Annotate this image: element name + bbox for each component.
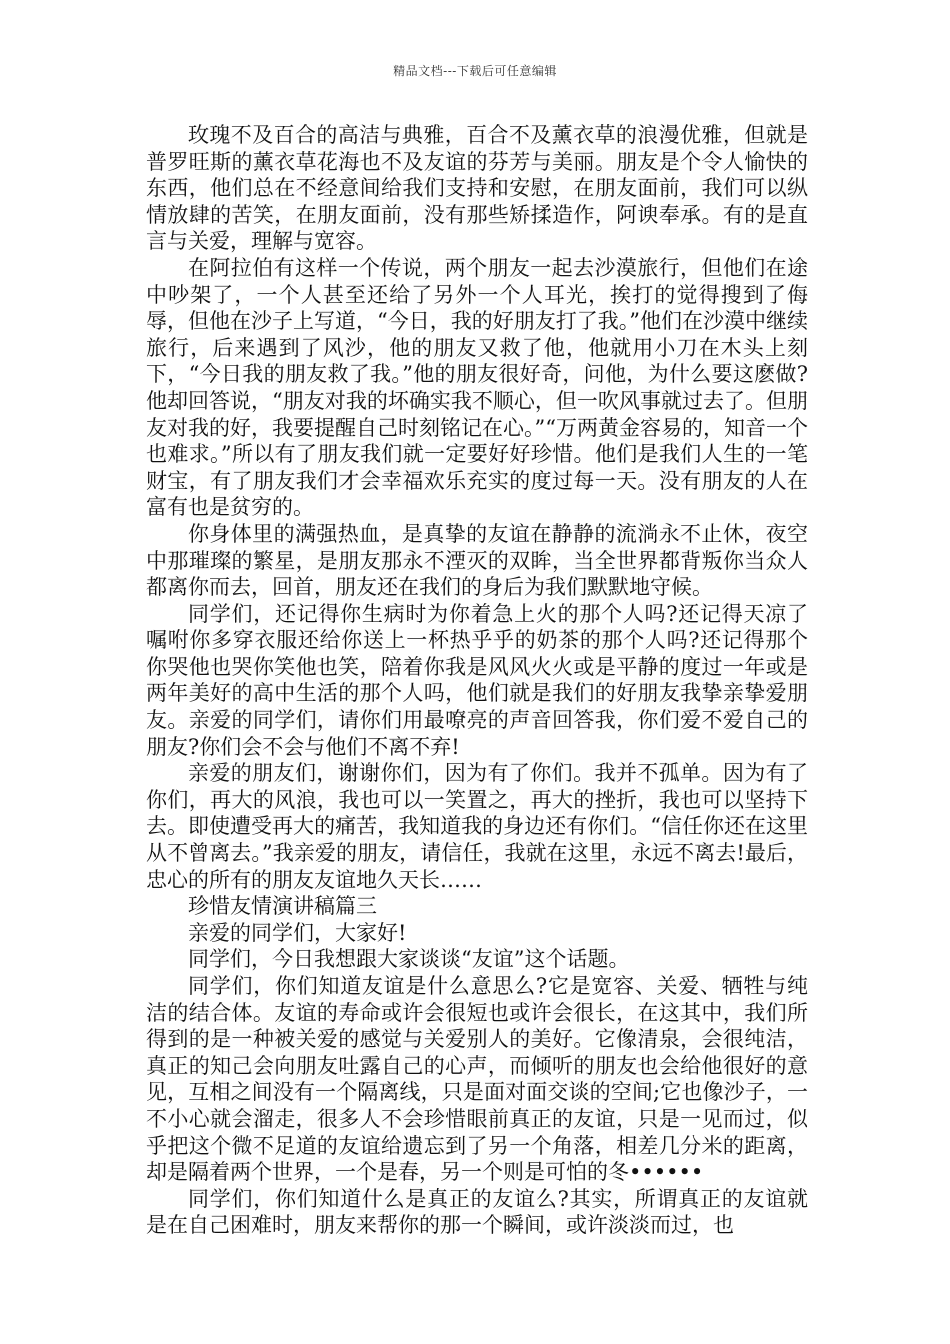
paragraph-5: 亲爱的朋友们，谢谢你们，因为有了你们。我并不孤单。因为有了你们，再大的风浪，我也可以一笑置之，再大的挫折，我也可以坚持下去。即使遭受再大的痛苦，我知道我的身边还有你们。“信任你还在这里从不曾离去。”我亲爱的朋友，请信任，我就在这里，永远不离去!最后，忠心的所有的朋友友谊地久天长……: [146, 761, 808, 892]
section-title: 珍惜友情演讲稿篇三: [188, 894, 377, 919]
paragraph-4: 同学们，还记得你生病时为你着急上火的那个人吗?还记得天凉了嘱咐你多穿衣服还给你送上一杯热乎乎的奶茶的那个人吗?还记得那个你哭他也哭你笑他也笑，陪着你我是风风火火或是平静的度过一年或是两年美好的高中生活的那个人吗，他们就是我们的好朋友我挚亲挚爱朋友。亲爱的同学们，请你们用最嘹亮的声音回答我，你们爱不爱自己的朋友?你们会不会与他们不离不弃!: [146, 601, 808, 759]
paragraph-2: 在阿拉伯有这样一个传说，两个朋友一起去沙漠旅行，但他们在途中吵架了，一个人甚至还给了另外一个人耳光，挨打的觉得搜到了侮辱，但他在沙子上写道，“今日，我的好朋友打了我。”他们在沙漠中继续旅行，后来遇到了风沙，他的朋友又救了他，他就用小刀在木头上刻下，“今日我的朋友救了我。”他的朋友很好奇，问他，为什么要这麽做?他却回答说，“朋友对我的坏确实我不顺心，但一吹风事就过去了。但朋友对我的好，我要提醒自己时刻铭记在心。”“万两黄金容易的，知音一个也难求。”所以有了朋友我们就一定要好好珍惜。他们是我们人生的一笔财宝，有了朋友我们才会幸福欢乐充实的度过每一天。没有朋友的人在富有也是贫穷的。: [146, 255, 808, 520]
paragraph-8: 同学们，今日我想跟大家谈谈“友谊”这个话题。: [188, 947, 630, 972]
greeting: 亲爱的同学们，大家好!: [188, 920, 407, 945]
paragraph-3: 你身体里的满强热血，是真挚的友谊在静静的流淌永不止休，夜空中那璀璨的繁星，是朋友那永不湮灭的双眸，当全世界都背叛你当众人都离你而去，回首，朋友还在我们的身后为我们默默地守候。: [146, 521, 808, 600]
paragraph-1: 玫瑰不及百合的高洁与典雅，百合不及薰衣草的浪漫优雅，但就是普罗旺斯的薰衣草花海也不及友谊的芬芳与美丽。朋友是个令人愉快的东西，他们总在不经意间给我们支持和安慰，在朋友面前，我们可以纵情放肆的苦笑，在朋友面前，没有那些矫揉造作，阿谀奉承。有的是直言与关爱，理解与宽容。: [146, 123, 808, 254]
document-body: [146, 122, 808, 1239]
paragraph-9: 同学们，你们知道友谊是什么意思么?它是宽容、关爱、牺牲与纯洁的结合体。友谊的寿命或许会很短也或许会很长，在这其中，我们所得到的是一种被关爱的感觉与关爱别人的美好。它像清泉，会很纯洁，真正的知己会向朋友吐露自己的心声，而倾听的朋友也会给他很好的意见，互相之间没有一个隔离线，只是面对面交谈的空间;它也像沙子，一不小心就会溜走，很多人不会珍惜眼前真正的友谊，只是一见而过，似乎把这个微不足道的友谊给遗忘到了另一个角落，相差几分米的距离，却是隔着两个世界，一个是春，另一个则是可怕的冬••••••: [146, 974, 808, 1185]
page-header: 精品文档---下载后可任意编辑: [393, 64, 557, 78]
paragraph-10: 同学们，你们知道什么是真正的友谊么?其实，所谓真正的友谊就是在自己困难时，朋友来帮你的那一个瞬间，或许淡淡而过，也: [146, 1186, 808, 1238]
